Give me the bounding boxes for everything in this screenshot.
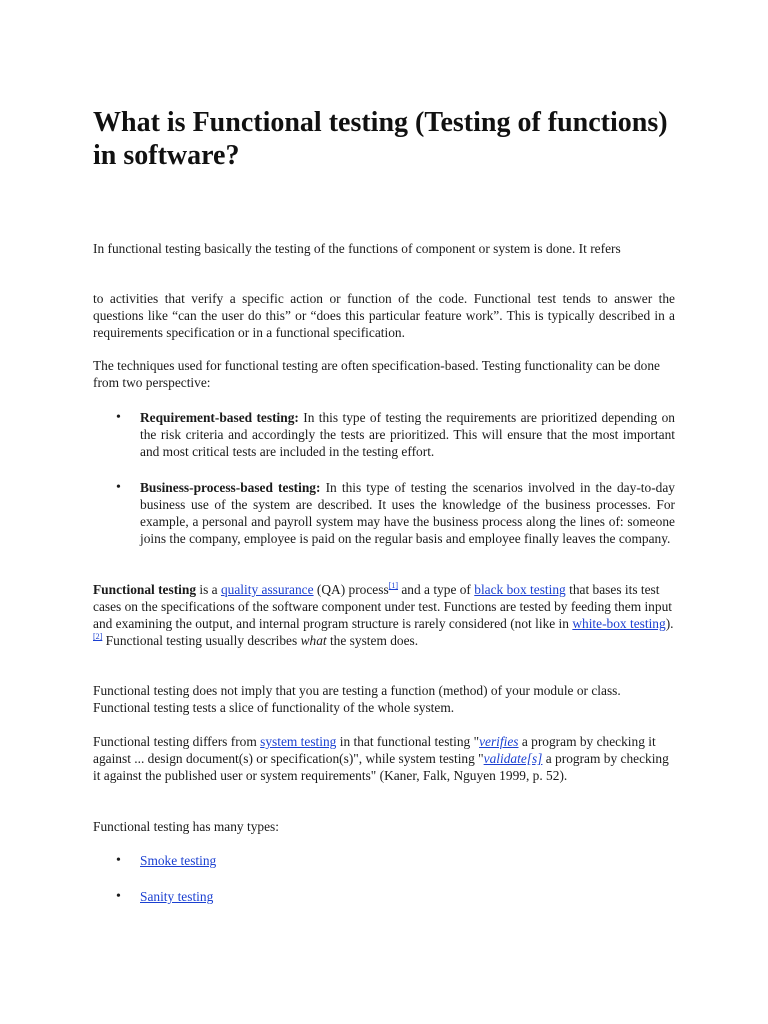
text-span: that bases its test cases on the specifications of the software component under test. Functions are tested by feeding them input and examining the output, and internal program structure is rarely considered (not like in: [93, 582, 672, 631]
differs-paragraph: [93, 733, 675, 784]
bullet-icon: •: [116, 889, 121, 904]
link-verifies[interactable]: verifies: [479, 734, 519, 749]
term-functional-testing: Functional testing: [93, 582, 197, 597]
text-span: the system does.: [326, 633, 419, 648]
list-item-sanity-testing: [116, 888, 675, 905]
link-smoke-testing[interactable]: Smoke testing: [140, 853, 217, 868]
text-span: ).: [665, 616, 674, 631]
bullet-label: Business-process-based testing:: [140, 480, 321, 495]
text-span: in that functional testing ": [336, 734, 480, 749]
text-span: Functional testing differs from: [93, 734, 261, 749]
text-span: (QA) process: [313, 582, 389, 597]
text-span: and a type of: [398, 582, 475, 597]
functional-testing-paragraph: [93, 581, 675, 649]
bullet-icon: •: [116, 480, 121, 495]
bullet-icon: •: [116, 853, 121, 868]
link-system-testing[interactable]: system testing: [260, 734, 337, 749]
bullet-text: In this type of testing the requirements are prioritized depending on the risk criteria and accordingly the tests are prioritized. This will ensure that the most important and most critical tests are included in the testing effort.: [140, 410, 675, 459]
text-span: Functional testing usually describes: [102, 633, 301, 648]
reference-1-link[interactable]: [1]: [388, 581, 399, 590]
bullet-icon: •: [116, 410, 121, 425]
text-span: is a: [196, 582, 221, 597]
emphasis-what: what: [300, 633, 327, 648]
list-item-business-process-based: [116, 479, 675, 547]
not-function-paragraph: Functional testing does not imply that you are testing a function (method) of your module or class. Functional testing tests a slice of functionality of the whole system.: [93, 683, 621, 715]
link-black-box-testing[interactable]: black box testing: [474, 582, 566, 597]
reference-2-link[interactable]: [2]: [93, 632, 103, 641]
text-span: a program by checking it against the published user or system requirements" (Kaner, Falk, Nguyen 1999, p. 52).: [93, 751, 669, 783]
link-white-box-testing[interactable]: white-box testing: [572, 616, 666, 631]
definition-paragraph: to activities that verify a specific action or function of the code. Functional test tends to answer the questions like “can the user do this” or “does this particular feature work”. This is typically described in a requirements specification or in a functional specification.: [93, 291, 675, 340]
techniques-paragraph: The techniques used for functional testing are often specification-based. Testing functionality can be done from two perspective:: [93, 358, 660, 390]
list-item-smoke-testing: [116, 852, 675, 869]
intro-paragraph: In functional testing basically the testing of the functions of component or system is done. It refers: [93, 241, 621, 256]
page-title: What is Functional testing (Testing of functions) in software?: [93, 107, 668, 171]
list-item-requirement-based: [116, 409, 675, 460]
text-span: a program by checking it against ... design document(s) or specification(s)", while system testing ": [93, 734, 656, 766]
bullet-label: Requirement-based testing:: [140, 410, 299, 425]
link-sanity-testing[interactable]: Sanity testing: [140, 889, 214, 904]
link-quality-assurance[interactable]: quality assurance: [220, 582, 314, 597]
link-validate[interactable]: validate[s]: [483, 751, 543, 766]
bullet-text: In this type of testing the scenarios involved in the day-to-day business use of the system are described. It uses the knowledge of the business processes. For example, a personal and payroll system may have the business process along the lines of: someone joins the company, employee is paid on the regular basis and employee finally leaves the company.: [140, 480, 675, 546]
types-intro-paragraph: Functional testing has many types:: [93, 819, 279, 834]
